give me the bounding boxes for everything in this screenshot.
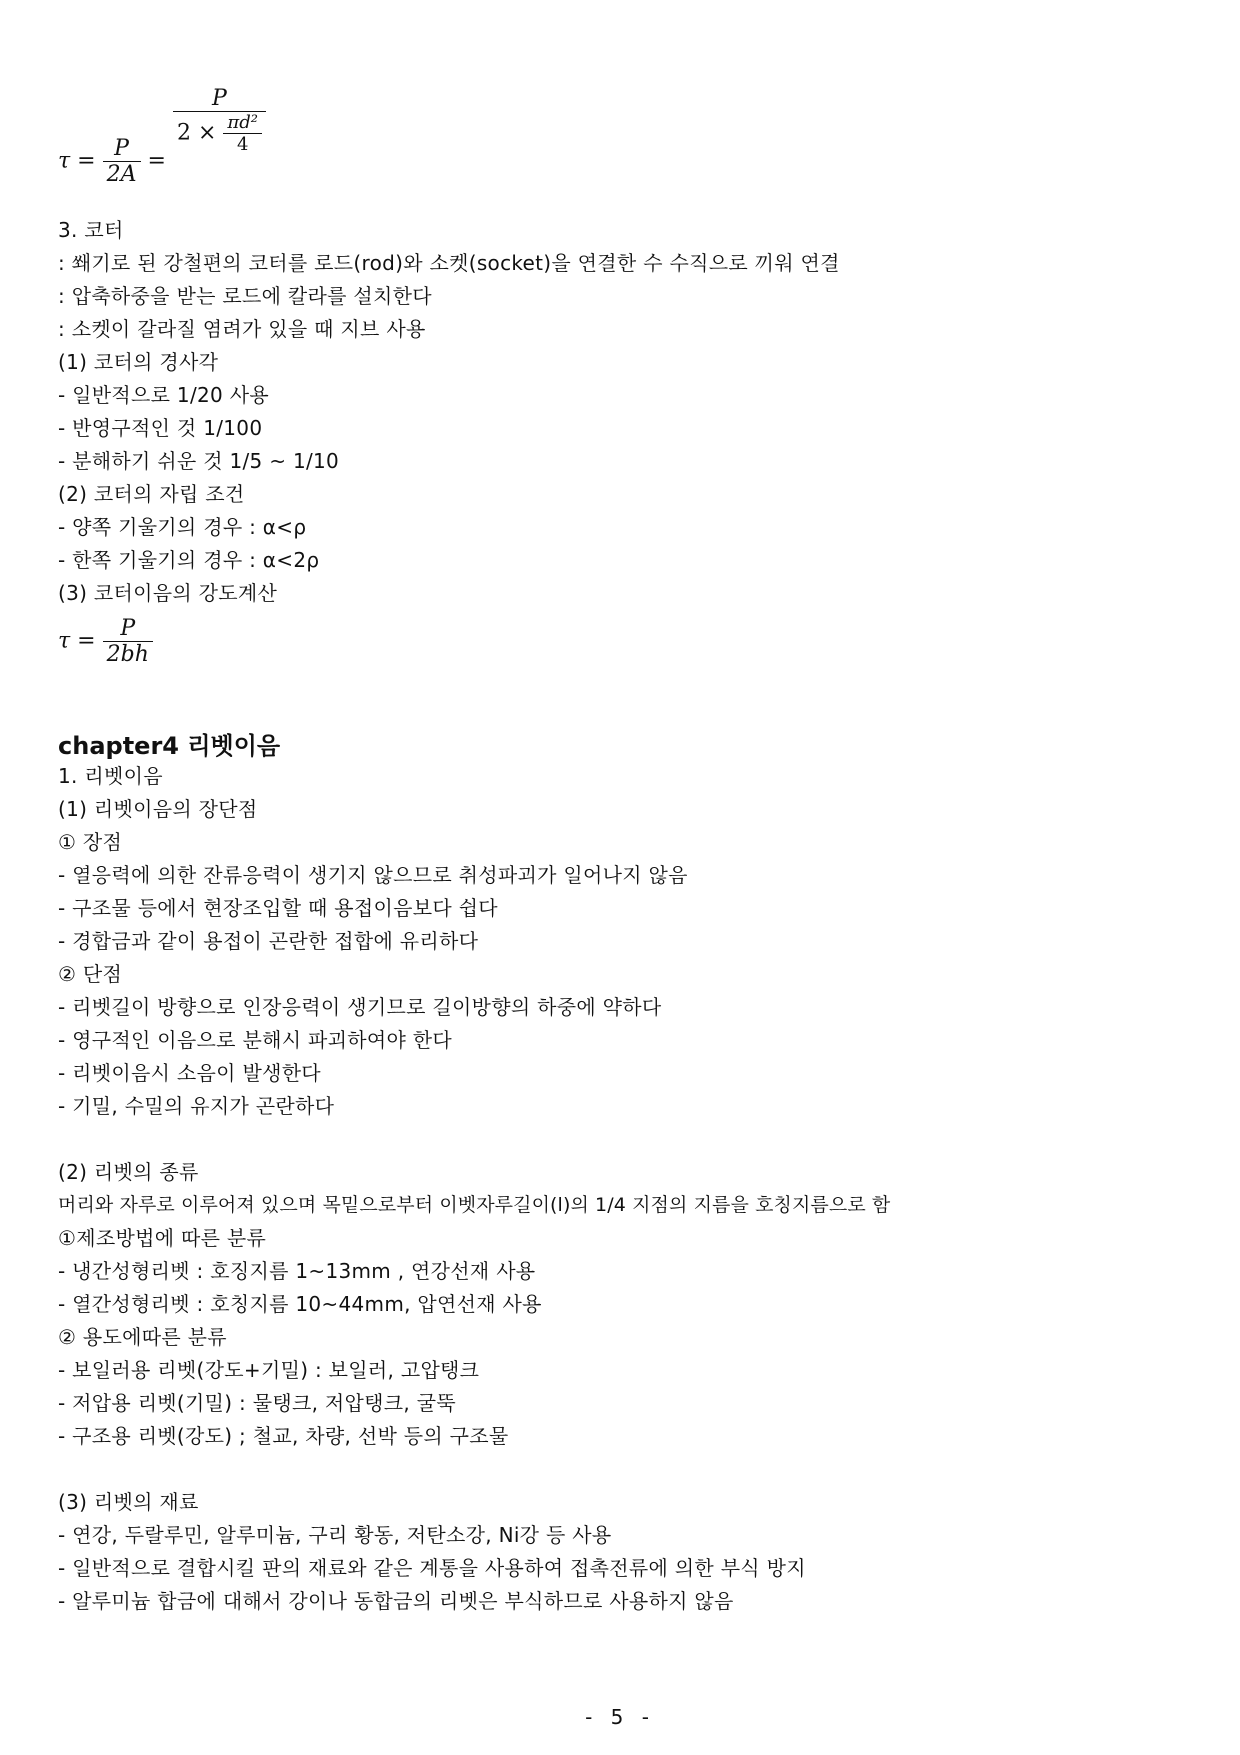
text-line: - 보일러용 리벳(강도+기밀) : 보일러, 고압탱크 <box>58 1358 480 1382</box>
text-line: - 저압용 리벳(기밀) : 물탱크, 저압탱크, 굴뚝 <box>58 1391 456 1415</box>
times-symbol: × <box>197 120 217 146</box>
text-line: (2) 코터의 자립 조건 <box>58 482 245 506</box>
formula-equals: = <box>77 628 96 654</box>
area-numerator: πd² <box>223 112 262 134</box>
text-line: - 영구적인 이음으로 분해시 파괴하여야 한다 <box>58 1028 452 1052</box>
text-line: - 리벳길이 방향으로 인장응력이 생기므로 길이방향의 하중에 약하다 <box>58 995 662 1019</box>
text-line: 1. 리벳이음 <box>58 764 163 788</box>
page-number: - 5 - <box>585 1705 655 1729</box>
text-line: ② 용도에따른 분류 <box>58 1325 227 1349</box>
text-line: - 열간성형리벳 : 호칭지름 10~44mm, 압연선재 사용 <box>58 1292 542 1316</box>
fraction-p-over-2a <box>103 136 141 187</box>
text-line: - 구조용 리벳(강도) ; 철교, 차량, 선박 등의 구조물 <box>58 1424 509 1448</box>
denominator-factor: 2 <box>176 120 191 146</box>
fraction-numerator: P <box>103 616 153 642</box>
fraction-denominator: 2bh <box>106 642 149 667</box>
text-line: : 소켓이 갈라질 염려가 있을 때 지브 사용 <box>58 317 426 341</box>
text-line: - 경합금과 같이 용접이 곤란한 접합에 유리하다 <box>58 929 479 953</box>
text-line: (1) 리벳이음의 장단점 <box>58 797 258 821</box>
text-line: : 압축하중을 받는 로드에 칼라를 설치한다 <box>58 284 432 308</box>
fraction-numerator: P <box>103 136 141 162</box>
text-line: : 쐐기로 된 강철편의 코터를 로드(rod)와 소켓(socket)을 연결한 수 수직으로 끼워 연결 <box>58 251 840 275</box>
text-line: ② 단점 <box>58 962 123 986</box>
text-line: ① 장점 <box>58 830 123 854</box>
cotter-strength-formula <box>58 616 153 667</box>
text-line: - 알루미늄 합금에 대해서 강이나 동합금의 리벳은 부식하므로 사용하지 않음 <box>58 1589 734 1613</box>
chapter-heading: chapter4 리벳이음 <box>58 732 281 760</box>
fraction-p-over-area <box>173 86 266 155</box>
formula-equals-2: = <box>147 148 166 174</box>
text-line: (1) 코터의 경사각 <box>58 350 219 374</box>
formula-equals: = <box>77 148 96 174</box>
text-line: - 한쪽 기울기의 경우 : α<2ρ <box>58 548 320 572</box>
text-line: - 양쪽 기울기의 경우 : α<ρ <box>58 515 307 539</box>
fraction-p-over-2bh <box>103 616 153 667</box>
fraction-denominator: 2A <box>106 162 137 187</box>
text-line: - 열응력에 의한 잔류응력이 생기지 않으므로 취성파괴가 일어나지 않음 <box>58 863 688 887</box>
text-line: 머리와 자루로 이루어져 있으며 목밑으로부터 이벳자루길이(l)의 1/4 지점의 지름을 호칭지름으로 함 <box>58 1194 891 1216</box>
fraction-numerator-2: P <box>173 86 266 112</box>
text-line: - 일반적으로 1/20 사용 <box>58 383 269 407</box>
text-line: - 리벳이음시 소음이 발생한다 <box>58 1061 321 1085</box>
text-line: ①제조방법에 따른 분류 <box>58 1226 267 1250</box>
text-line: - 기밀, 수밀의 유지가 곤란하다 <box>58 1094 335 1118</box>
formula-lhs: τ <box>58 628 71 654</box>
shear-stress-formula <box>58 86 266 187</box>
fraction-denominator-2 <box>173 112 266 155</box>
text-line: - 분해하기 쉬운 것 1/5 ~ 1/10 <box>58 449 340 473</box>
text-line: - 연강, 두랄루민, 알루미늄, 구리 황동, 저탄소강, Ni강 등 사용 <box>58 1523 612 1547</box>
text-line: (3) 코터이음의 강도계산 <box>58 581 278 605</box>
text-line: - 반영구적인 것 1/100 <box>58 416 263 440</box>
text-line: - 냉간성형리벳 : 호징지름 1~13mm , 연강선재 사용 <box>58 1259 536 1283</box>
area-denominator: 4 <box>236 134 249 155</box>
text-line: (3) 리벳의 재료 <box>58 1490 199 1514</box>
text-line: (2) 리벳의 종류 <box>58 1160 199 1184</box>
text-line: - 구조물 등에서 현장조입할 때 용접이음보다 쉽다 <box>58 896 498 920</box>
formula-lhs: τ <box>58 148 71 174</box>
text-line: - 일반적으로 결합시킬 판의 재료와 같은 계통을 사용하여 접촉전류에 의한 부식 방지 <box>58 1556 806 1580</box>
fraction-area <box>223 112 262 155</box>
section-title-cotter: 3. 코터 <box>58 218 124 242</box>
